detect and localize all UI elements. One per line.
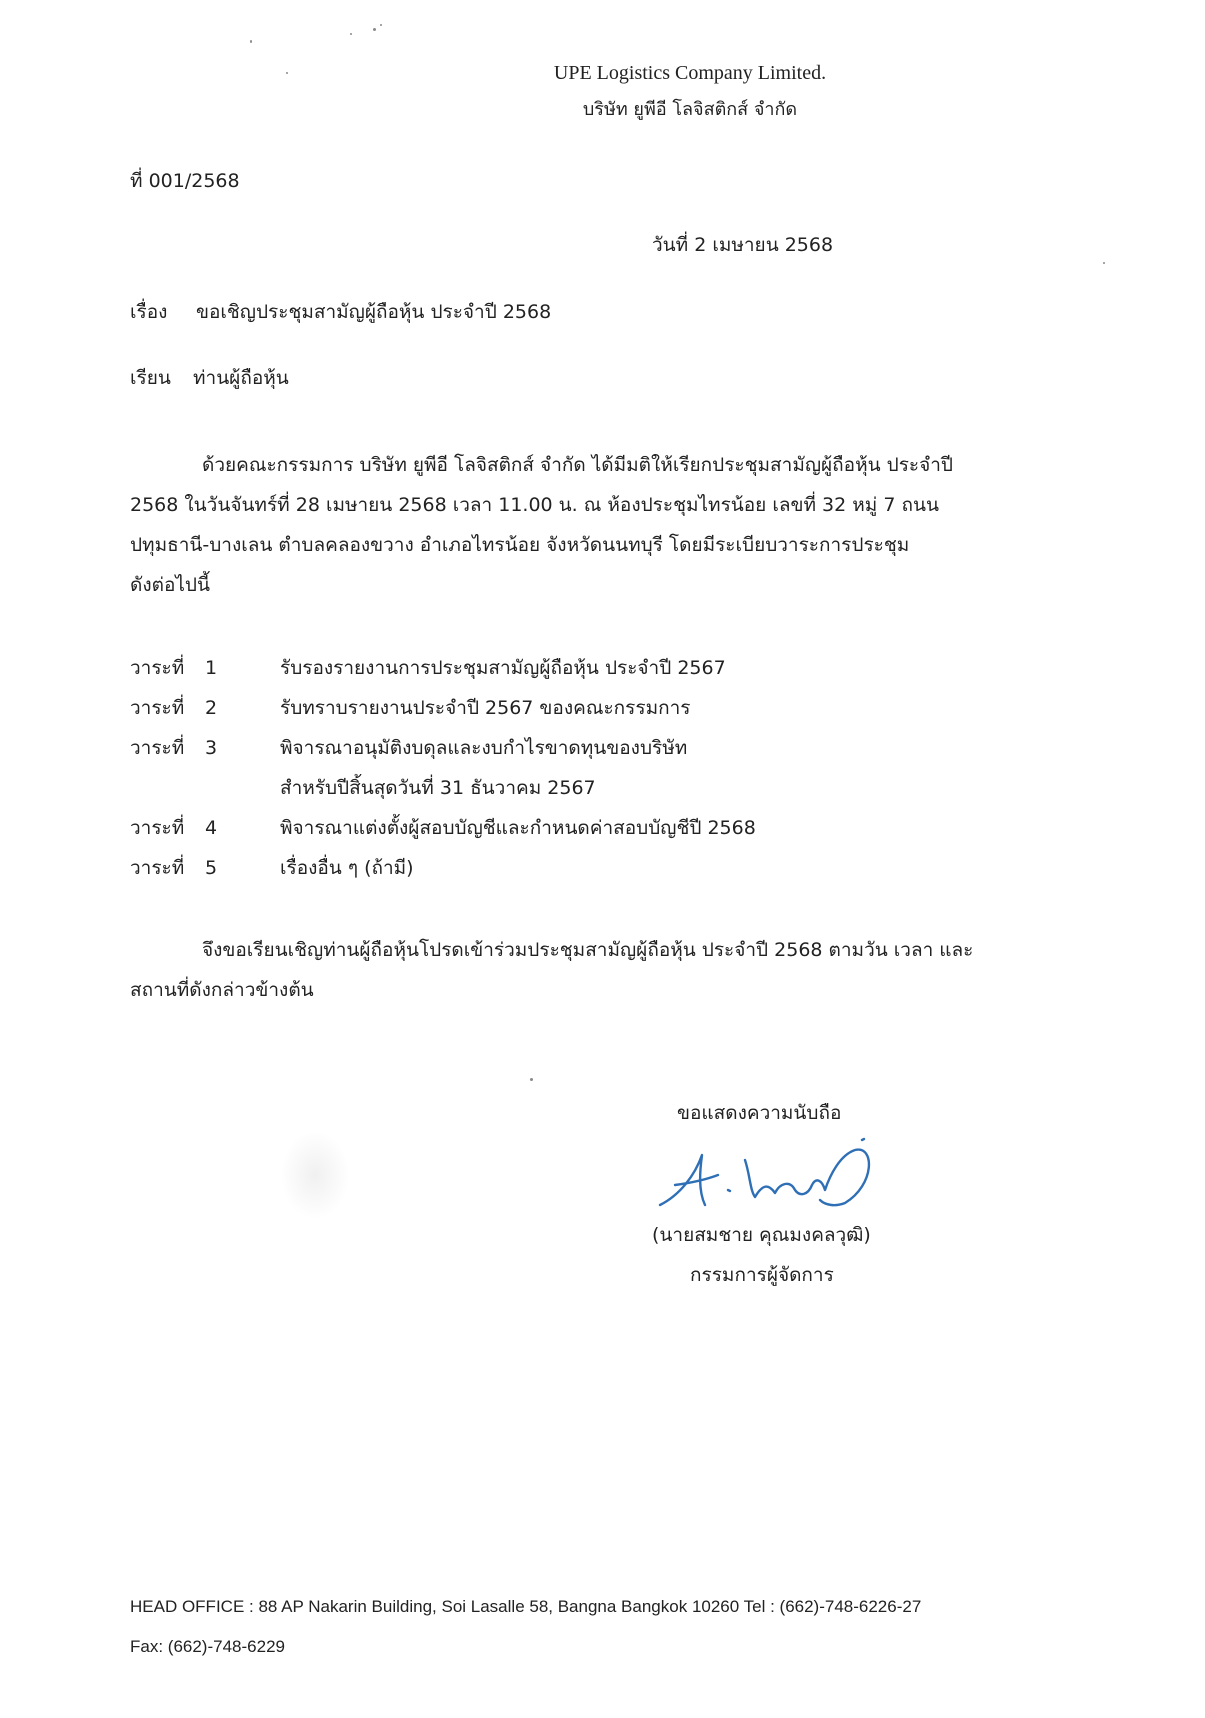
agenda-text: พิจารณาอนุมัติงบดุลและงบกำไรขาดทุนของบริษัท [280, 737, 688, 759]
intro-paragraph-line: 2568 ในวันจันทร์ที่ 28 เมษายน 2568 เวลา 11.00 น. ณ ห้องประชุมไทรน้อย เลขที่ 32 หมู่ 7 ถนน [130, 494, 939, 516]
agenda-text: สำหรับปีสิ้นสุดวันที่ 31 ธันวาคม 2567 [280, 777, 596, 799]
signer-title: กรรมการผู้จัดการ [690, 1264, 834, 1286]
scan-speck [530, 1078, 533, 1081]
agenda-number: 1 [205, 657, 218, 679]
scan-speck [1103, 262, 1105, 264]
intro-paragraph-line: ดังต่อไปนี้ [130, 574, 210, 596]
agenda-label: วาระที่ [130, 697, 185, 719]
intro-paragraph-line: ปทุมธานี-บางเลน ตำบลคลองขวาง อำเภอไทรน้อย จังหวัดนนทบุรี โดยมีระเบียบวาระการประชุม [130, 534, 910, 556]
subject-label: เรื่อง [130, 301, 168, 323]
agenda-number: 2 [205, 697, 218, 719]
agenda-label: วาระที่ [130, 657, 185, 679]
scan-smudge [280, 1130, 350, 1220]
agenda-number: 3 [205, 737, 218, 759]
scan-speck [373, 28, 376, 31]
agenda-number: 4 [205, 817, 218, 839]
agenda-text: รับรองรายงานการประชุมสามัญผู้ถือหุ้น ประจำปี 2567 [280, 657, 726, 679]
signer-name: (นายสมชาย คุณมงคลวุฒิ) [652, 1224, 871, 1246]
letter-date: วันที่ 2 เมษายน 2568 [652, 234, 834, 256]
intro-paragraph-line: ด้วยคณะกรรมการ บริษัท ยูพีอี โลจิสติกส์ จำกัด ได้มีมติให้เรียกประชุมสามัญผู้ถือหุ้น ประจำปี [202, 454, 953, 476]
handwritten-signature [650, 1135, 880, 1215]
footer-address: HEAD OFFICE : 88 AP Nakarin Building, Soi Lasalle 58, Bangna Bangkok 10260 Tel : (662)-748-6226-27 [130, 1597, 922, 1616]
footer-fax: Fax: (662)-748-6229 [130, 1637, 285, 1656]
agenda-label: วาระที่ [130, 817, 185, 839]
subject-text: ขอเชิญประชุมสามัญผู้ถือหุ้น ประจำปี 2568 [196, 301, 552, 323]
agenda-label: วาระที่ [130, 737, 185, 759]
document-number: ที่ 001/2568 [130, 170, 240, 192]
agenda-text: พิจารณาแต่งตั้งผู้สอบบัญชีและกำหนดค่าสอบบัญชีปี 2568 [280, 817, 756, 839]
company-name-en: UPE Logistics Company Limited. [553, 62, 827, 84]
scan-speck [380, 24, 382, 26]
closing-regards: ขอแสดงความนับถือ [677, 1102, 842, 1124]
recipient-text: ท่านผู้ถือหุ้น [193, 367, 289, 389]
recipient-label: เรียน [130, 367, 171, 389]
company-name-th: บริษัท ยูพีอี โลจิสติกส์ จำกัด [582, 99, 798, 120]
closing-paragraph-line: สถานที่ดังกล่าวข้างต้น [130, 979, 314, 1001]
closing-paragraph-line: จึงขอเรียนเชิญท่านผู้ถือหุ้นโปรดเข้าร่วมประชุมสามัญผู้ถือหุ้น ประจำปี 2568 ตามวัน เวลา และ [202, 939, 974, 961]
scan-speck [350, 33, 352, 35]
scan-speck [250, 40, 252, 43]
agenda-text: เรื่องอื่น ๆ (ถ้ามี) [280, 857, 414, 879]
agenda-text: รับทราบรายงานประจำปี 2567 ของคณะกรรมการ [280, 697, 691, 719]
agenda-label: วาระที่ [130, 857, 185, 879]
agenda-number: 5 [205, 857, 218, 879]
